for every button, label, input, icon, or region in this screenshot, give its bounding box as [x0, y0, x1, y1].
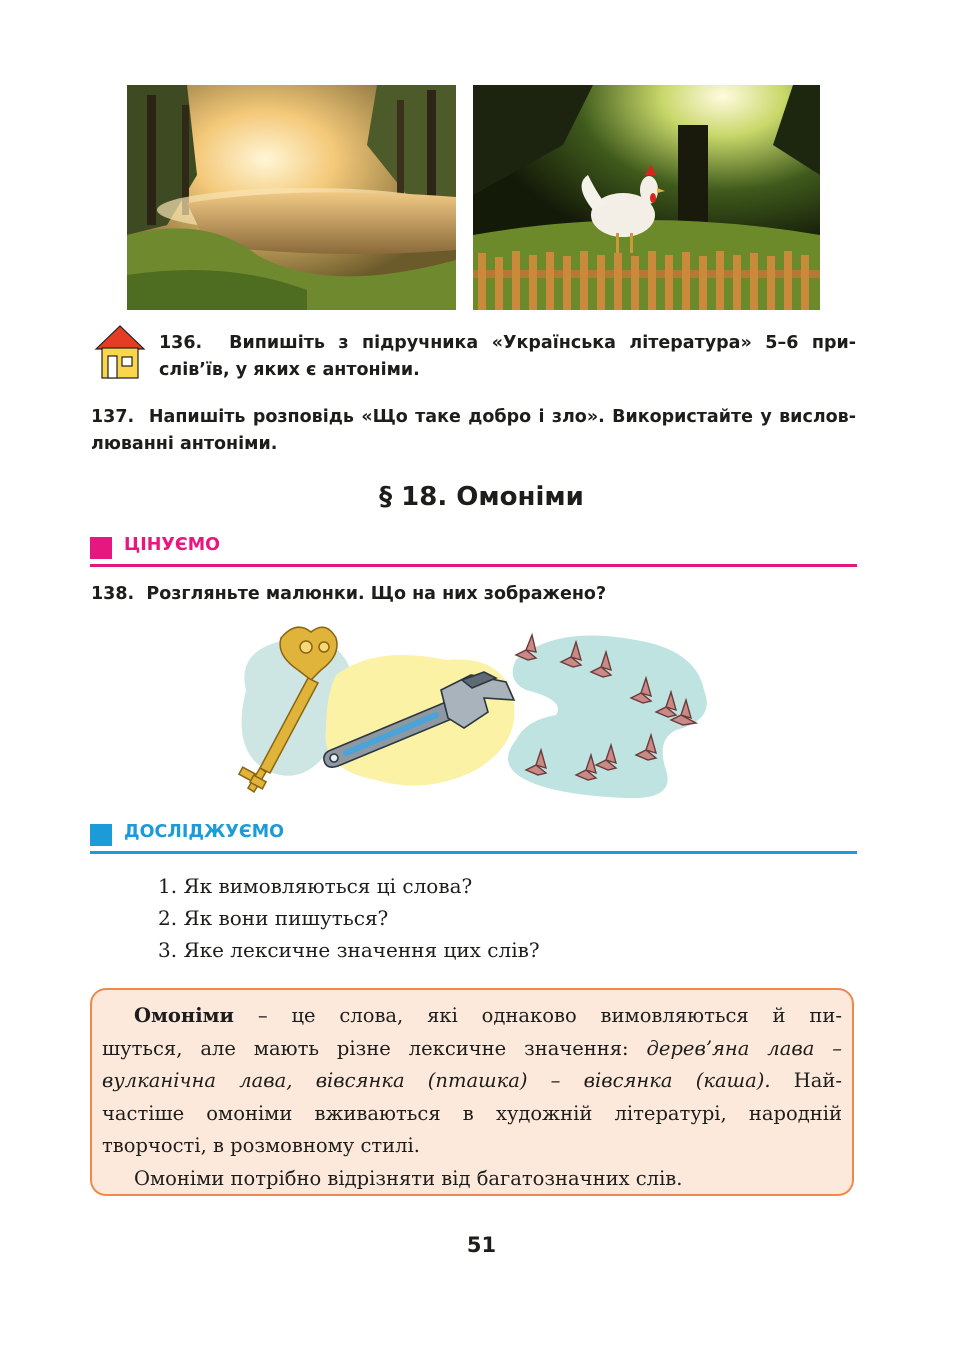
rule-line-5: творчості, в розмовному стилі.: [102, 1134, 420, 1157]
task-text: Розгляньте малюнки. Що на них зображено?: [146, 584, 607, 604]
rule-line-6: Омоніми потрібно відрізняти від багатозначних слів.: [134, 1166, 683, 1190]
task-text-line-1: Напишіть розповідь «Що таке добро і зло». Використайте у вислов-: [148, 407, 856, 427]
rule-box: [90, 988, 854, 1196]
house-icon: [94, 323, 146, 381]
task-number: 138.: [91, 584, 135, 604]
rubric-divider: [90, 851, 857, 854]
rule-term: Омоніми: [134, 1004, 235, 1027]
rule-line-1: – це слова, які однаково вимовляються й пи-: [234, 1004, 842, 1027]
question-item: 3. Яке лексичне значення цих слів?: [158, 938, 540, 962]
rubric-value: [90, 533, 857, 567]
photo-rooster-fence: [473, 85, 820, 310]
rule-example-2: вулканічна лава, вівсянка (пташка) – вівсянка (каша).: [102, 1069, 771, 1092]
task-137: [91, 404, 856, 458]
task-text-line-2: слів’їв, у яких є антоніми.: [159, 360, 420, 380]
task-text-line-2: люванні антоніми.: [91, 434, 278, 454]
rule-line-2: шуться, але мають різне лексичне значення:: [102, 1036, 647, 1060]
rule-line-4: частіше омоніми вживаються в художній літературі, народній: [102, 1101, 842, 1125]
rubric-label: ЦІНУЄМО: [124, 535, 221, 555]
rubric-square-icon: [90, 824, 112, 846]
rule-line-3: Най-: [770, 1069, 842, 1092]
task-136: [159, 330, 856, 384]
question-item: 1. Як вимовляються ці слова?: [158, 874, 473, 898]
question-list: [158, 870, 540, 966]
rubric-square-icon: [90, 537, 112, 559]
page-number: 51: [466, 1233, 497, 1257]
rubric-divider: [90, 564, 857, 567]
task-138: [91, 581, 856, 608]
task-number: 136.: [159, 333, 203, 353]
question-item: 2. Як вони пишуться?: [158, 906, 389, 930]
rubric-label: ДОСЛІДЖУЄМО: [124, 822, 284, 842]
rule-text: [102, 1000, 842, 1195]
illustration-homonyms: [226, 620, 726, 812]
rule-example-1: дерев’яна лава –: [646, 1036, 842, 1060]
task-text-line-1: Випишіть з підручника «Українська література» 5–6 при-: [229, 333, 856, 353]
task-number: 137.: [91, 407, 135, 427]
section-title: § 18. Омоніми: [379, 482, 584, 512]
photo-misty-lake: [127, 85, 456, 310]
rubric-explore: [90, 820, 857, 854]
